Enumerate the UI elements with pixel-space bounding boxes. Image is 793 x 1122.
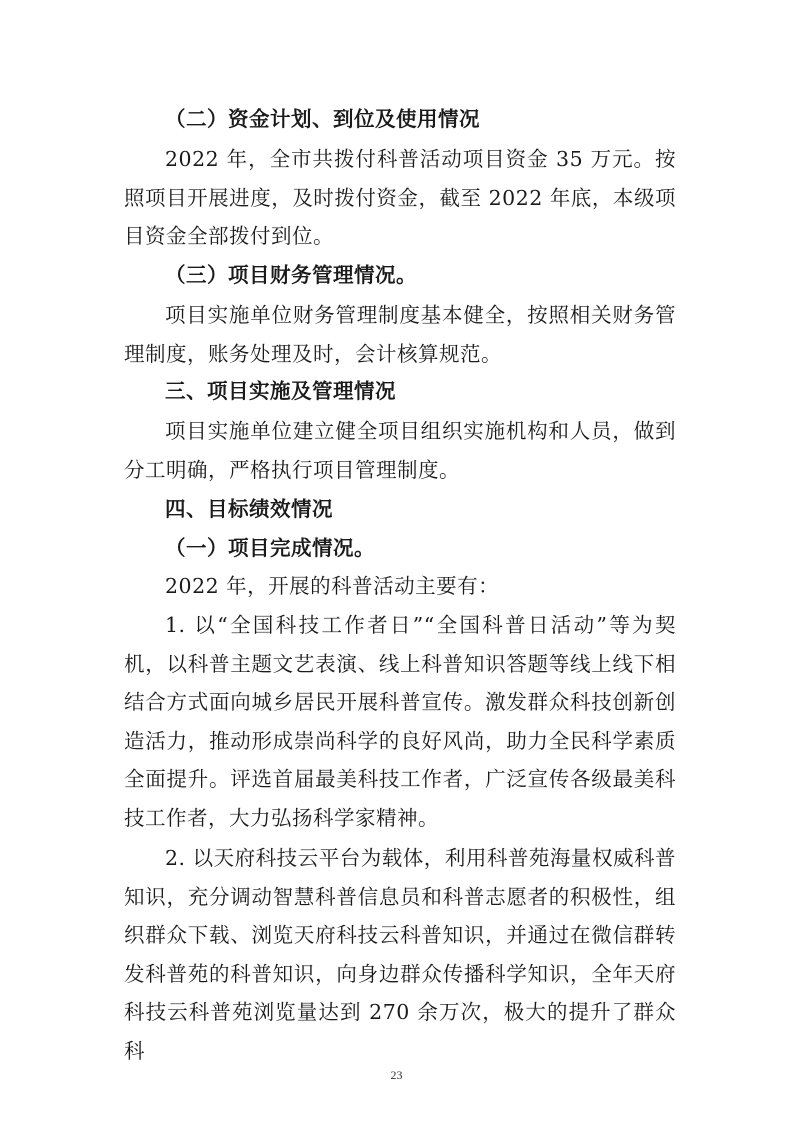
section-heading-finance: （三）项目财务管理情况。 [165,263,417,287]
section-heading-performance: 四、目标绩效情况 [165,497,333,521]
page-number: 23 [390,1068,403,1082]
paragraph-intro: 2022 年，开展的科普活动主要有： [165,574,500,598]
paragraph-finance: 项目实施单位财务管理制度基本健全，按照相关财务管理制度，账务处理及时，会计核算规范。 [124,303,676,366]
section-heading-implementation: 三、项目实施及管理情况 [165,379,396,403]
section-heading-funds: （二）资金计划、到位及使用情况 [165,107,480,131]
section-heading-completion: （一）项目完成情况。 [165,536,375,560]
paragraph-item-2: 2. 以天府科技云平台为载体，利用科普苑海量权威科普知识，充分调动智慧科普信息员和科普志愿者的积极性，组织群众下载、浏览天府科技云科普知识，并通过在微信群转发科普苑的科普知识，向身边群众传播科学知识，全年天府科技云科普苑浏览量达到 270 余万次，极大的提升了群众科 [124,846,676,1063]
paragraph-item-1: 1. 以“全国科技工作者日”“全国科普日活动”等为契机，以科普主题文艺表演、线上科普知识答题等线上线下相结合方式面向城乡居民开展科普宣传。激发群众科技创新创造活力，推动形成崇尚科学的良好风尚，助力全民科学素质全面提升。评选首届最美科技工作者，广泛宣传各级最美科技工作者，大力弘扬科学家精神。 [124,613,676,830]
paragraph-implementation: 项目实施单位建立健全项目组织实施机构和人员，做到分工明确，严格执行项目管理制度。 [124,419,676,482]
paragraph-funds: 2022 年，全市共拨付科普活动项目资金 35 万元。按照项目开展进度，及时拨付资金，截至 2022 年底，本级项目资金全部拨付到位。 [124,147,676,248]
